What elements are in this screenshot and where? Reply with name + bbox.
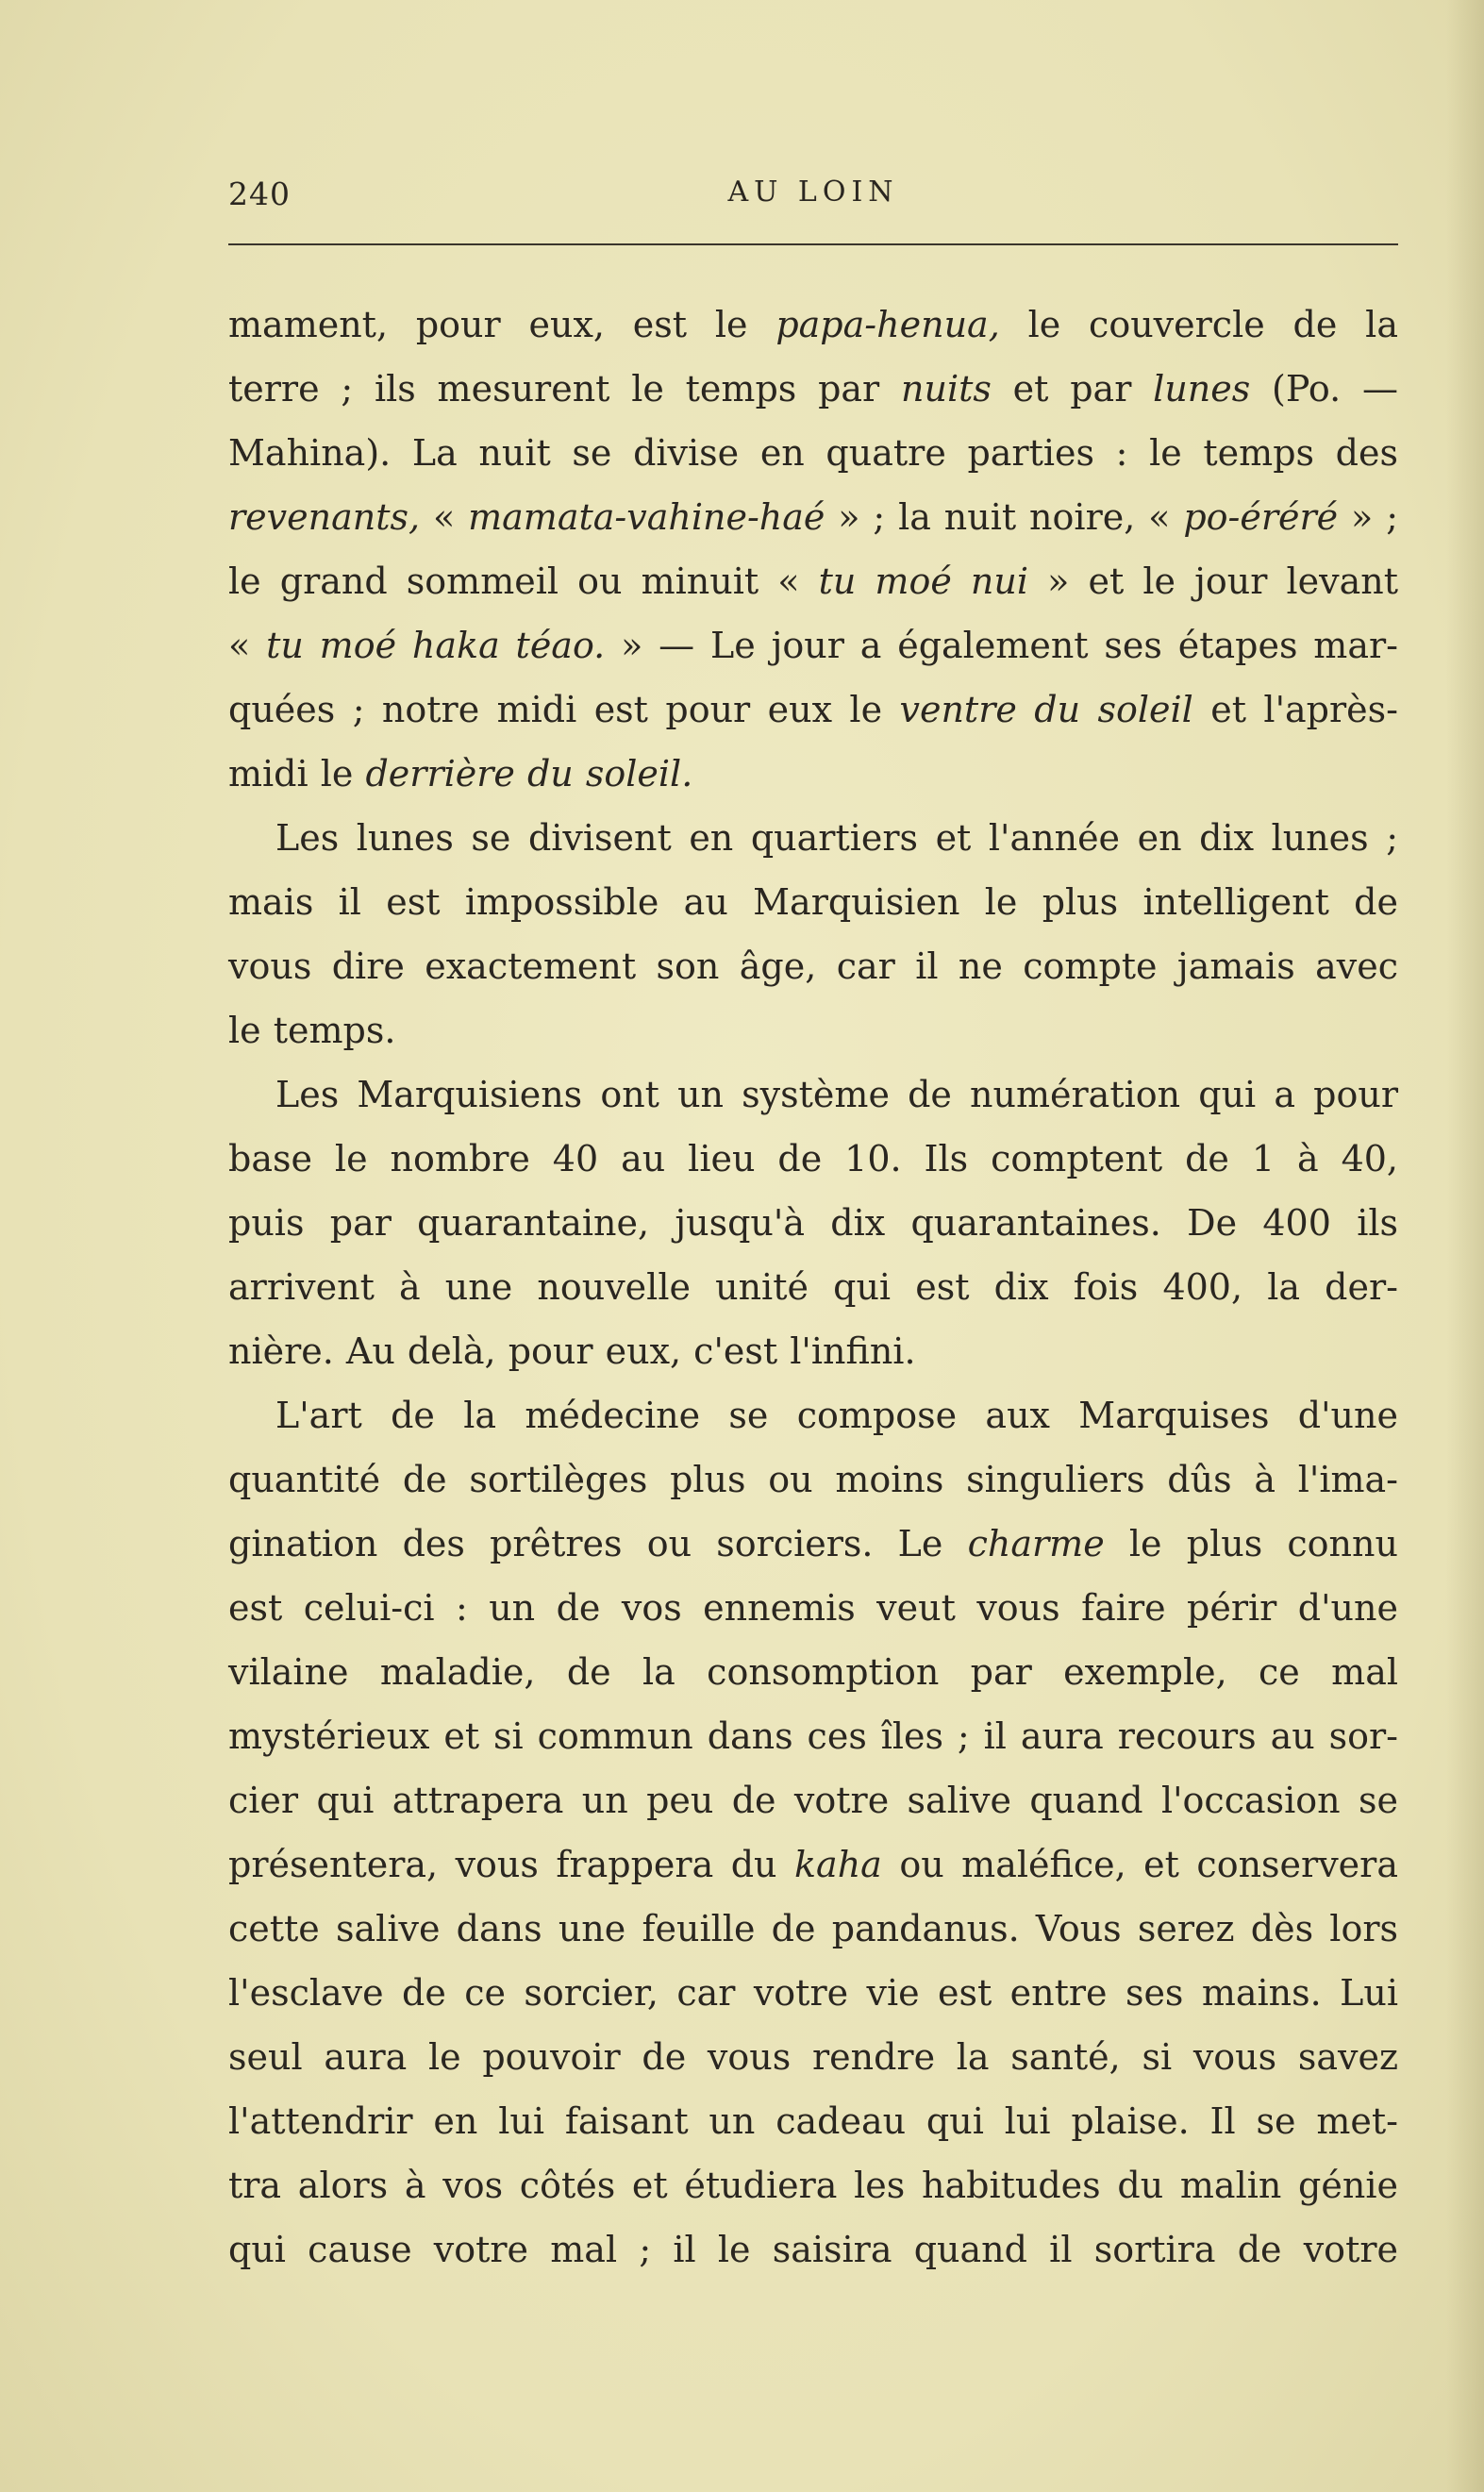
text-line <box>228 1640 1398 1704</box>
italic-term: tu moé nui <box>818 560 1029 602</box>
text-line <box>228 806 1398 870</box>
text-line <box>228 934 1398 998</box>
text-run: nière. Au delà, pour eux, c'est l'infini. <box>228 1330 916 1372</box>
text-line <box>228 1255 1398 1319</box>
text-run: L'art de la médecine se compose aux Marquises d'une <box>275 1395 1398 1436</box>
text-line <box>228 1961 1398 2025</box>
italic-term: revenants, <box>228 496 421 538</box>
text-line <box>228 1704 1398 1768</box>
text-line <box>228 2089 1398 2153</box>
text-run: » — Le jour a également ses étapes mar- <box>605 625 1398 666</box>
page-header <box>228 176 1398 223</box>
text-run: terre ; ils mesurent le temps par <box>228 368 902 410</box>
text-line <box>228 421 1398 485</box>
text-run: » et le jour levant <box>1028 560 1399 602</box>
text-run: le couvercle de la <box>999 304 1398 345</box>
text-line <box>228 293 1398 357</box>
text-line <box>228 2153 1398 2217</box>
italic-term: lunes <box>1153 368 1251 410</box>
text-line <box>228 485 1398 549</box>
text-run: cette salive dans une feuille de pandanus. Vous serez dès lors <box>228 1908 1398 1949</box>
running-title: AU LOIN <box>727 176 899 209</box>
text-run: (Po. — <box>1250 368 1398 410</box>
italic-term: tu moé haka téao. <box>266 625 606 666</box>
italic-term: po-éréré <box>1183 496 1339 538</box>
text-line <box>228 1832 1398 1897</box>
text-run: l'attendrir en lui faisant un cadeau qui lui plaise. Il se met- <box>228 2100 1398 2142</box>
text-line <box>228 742 1398 806</box>
page-edge-shadow <box>1446 0 1484 2492</box>
text-run: Les Marquisiens ont un système de numération qui a pour <box>275 1074 1398 1115</box>
text-run: Les lunes se divisent en quartiers et l'année en dix lunes ; <box>275 817 1398 859</box>
text-run: « <box>228 625 267 666</box>
text-line <box>228 998 1398 1062</box>
text-run: quantité de sortilèges plus ou moins singuliers dûs à l'ima- <box>228 1459 1398 1500</box>
italic-term: charme <box>967 1523 1105 1564</box>
text-run: cier qui attrapera un peu de votre salive quand l'occasion se <box>228 1780 1398 1821</box>
italic-term: papa-henua, <box>775 304 1000 345</box>
italic-term: ventre du soleil <box>899 689 1193 730</box>
text-run: mais il est impossible au Marquisien le plus intelligent de <box>228 881 1398 923</box>
text-run: gination des prêtres ou sorciers. Le <box>228 1523 968 1564</box>
text-run: l'esclave de ce sorcier, car votre vie est entre ses mains. Lui <box>228 1972 1398 2014</box>
text-run: qui cause votre mal ; il le saisira quand il sortira de votre <box>228 2229 1398 2270</box>
text-run: » ; la nuit noire, « <box>825 496 1184 538</box>
text-run: et par <box>991 368 1154 410</box>
text-run: ou maléfice, et conservera <box>881 1844 1398 1885</box>
text-line <box>228 1191 1398 1255</box>
text-line <box>228 1127 1398 1191</box>
text-run: le plus connu <box>1104 1523 1398 1564</box>
text-run: arrivent à une nouvelle unité qui est dix fois 400, la der- <box>228 1266 1398 1308</box>
text-run: tra alors à vos côtés et étudiera les habitudes du malin génie <box>228 2165 1398 2206</box>
text-run: midi le <box>228 753 366 794</box>
text-run: vilaine maladie, de la consomption par exemple, ce mal <box>228 1651 1398 1693</box>
text-line <box>228 2025 1398 2089</box>
text-line <box>228 1447 1398 1512</box>
text-line <box>228 1897 1398 1961</box>
text-run: est celui-ci : un de vos ennemis veut vous faire périr d'une <box>228 1587 1398 1629</box>
text-run: quées ; notre midi est pour eux le <box>228 689 900 730</box>
italic-term: nuits <box>901 368 992 410</box>
text-line <box>228 613 1398 677</box>
text-run: vous dire exactement son âge, car il ne compte jamais avec <box>228 945 1398 987</box>
italic-term: mamata-vahine-haé <box>468 496 825 538</box>
text-line <box>228 1576 1398 1640</box>
text-run: Mahina). La nuit se divise en quatre parties : le temps des <box>228 432 1398 474</box>
text-run: mystérieux et si commun dans ces îles ; il aura recours au sor- <box>228 1715 1398 1757</box>
text-run: mament, pour eux, est le <box>228 304 776 345</box>
text-run: présentera, vous frappera du <box>228 1844 795 1885</box>
text-run: le temps. <box>228 1010 396 1051</box>
italic-term: kaha <box>794 1844 882 1885</box>
text-line <box>228 2217 1398 2282</box>
text-run: le grand sommeil ou minuit « <box>228 560 819 602</box>
text-run: et l'après- <box>1192 689 1398 730</box>
text-line <box>228 1062 1398 1127</box>
text-run: base le nombre 40 au lieu de 10. Ils comptent de 1 à 40, <box>228 1138 1398 1179</box>
text-run: » ; <box>1338 496 1398 538</box>
header-rule <box>228 243 1398 245</box>
text-line <box>228 1512 1398 1576</box>
text-run: « <box>420 496 469 538</box>
body-text <box>228 293 1398 2282</box>
text-line <box>228 1768 1398 1832</box>
text-line <box>228 357 1398 421</box>
text-line <box>228 549 1398 613</box>
text-line <box>228 1383 1398 1447</box>
italic-term: derrière du soleil. <box>365 753 693 794</box>
text-line <box>228 870 1398 934</box>
text-line <box>228 677 1398 742</box>
text-run: seul aura le pouvoir de vous rendre la santé, si vous savez <box>228 2036 1398 2078</box>
page-number: 240 <box>228 176 291 212</box>
text-line <box>228 1319 1398 1383</box>
text-run: puis par quarantaine, jusqu'à dix quarantaines. De 400 ils <box>228 1202 1398 1244</box>
